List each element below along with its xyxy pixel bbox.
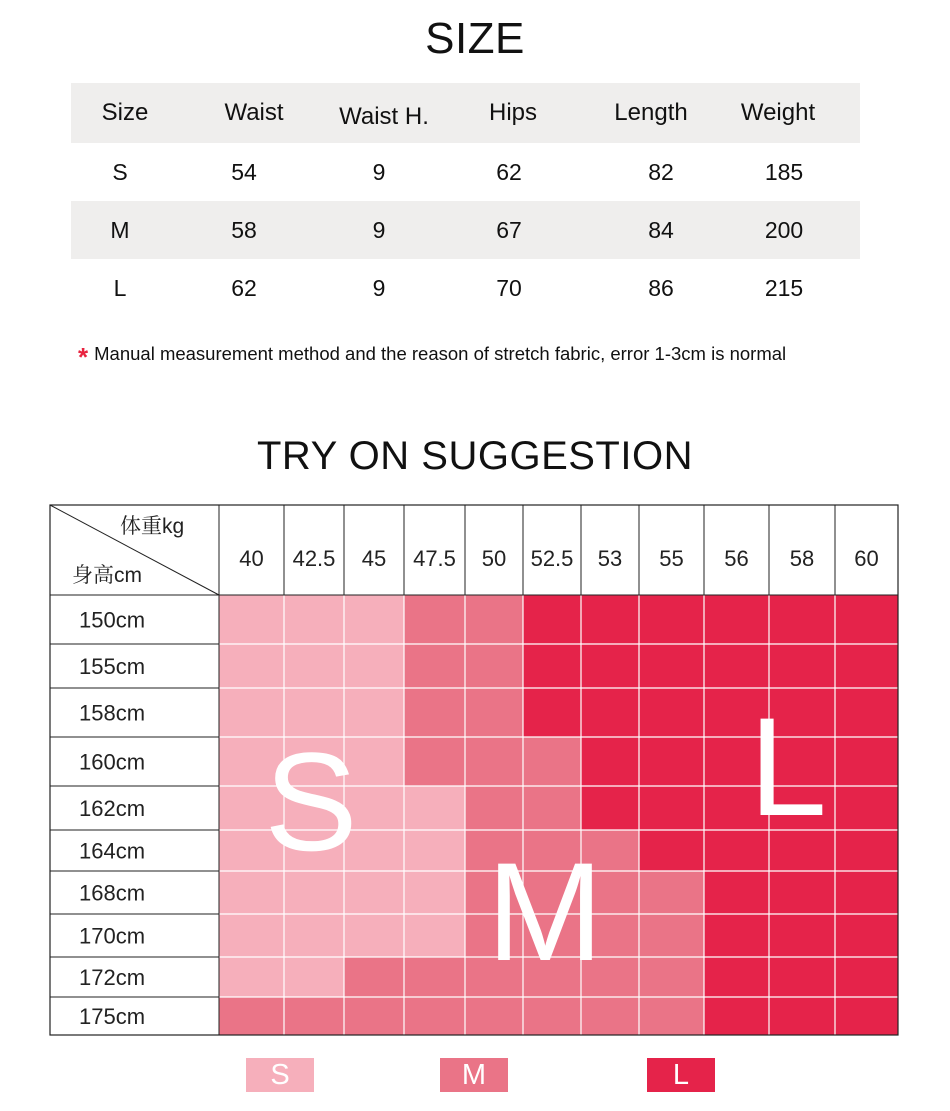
grid-cell-l — [835, 914, 898, 957]
grid-cell-l — [835, 595, 898, 644]
grid-cell-l — [639, 830, 704, 871]
weight-label: 40 — [239, 546, 264, 571]
weight-label: 47.5 — [413, 546, 456, 571]
grid-cell-m — [404, 688, 465, 737]
grid-cell-l — [581, 644, 639, 688]
overlay-letter-m: M — [486, 833, 604, 990]
grid-cell-m — [639, 957, 704, 997]
weight-cell: 185 — [764, 158, 804, 185]
grid-cell-m — [465, 688, 523, 737]
hips-cell: 67 — [496, 216, 522, 243]
grid-cell-l — [704, 957, 769, 997]
grid-cell-m — [404, 595, 465, 644]
grid-cell-m — [465, 786, 523, 830]
grid-cell-m — [219, 997, 284, 1035]
height-label: 164cm — [79, 838, 146, 864]
grid-cell-l — [523, 595, 581, 644]
grid-cell-l — [581, 595, 639, 644]
grid-cell-s — [284, 644, 344, 688]
header-waist-height: Waist H. — [339, 103, 429, 130]
asterisk-icon: * — [78, 342, 89, 372]
grid-cell-m — [465, 595, 523, 644]
grid-cell-m — [284, 997, 344, 1035]
waist-cell: 58 — [231, 216, 257, 243]
height-label: 158cm — [79, 700, 146, 726]
grid-cell-m — [581, 997, 639, 1035]
grid-cell-s — [404, 786, 465, 830]
grid-cell-l — [769, 644, 835, 688]
hips-cell: 62 — [496, 158, 522, 185]
waist-cell: 54 — [231, 158, 257, 185]
hips-cell: 70 — [496, 274, 522, 301]
overlay-letter-s: S — [264, 723, 358, 880]
length-cell: 82 — [648, 158, 674, 185]
grid-cell-s — [344, 644, 404, 688]
grid-cell-m — [639, 997, 704, 1035]
grid-cell-m — [404, 997, 465, 1035]
legend-m — [440, 1058, 508, 1092]
grid-cell-l — [769, 871, 835, 914]
grid-cell-l — [835, 644, 898, 688]
header-size: Size — [101, 99, 149, 126]
grid-cell-l — [704, 644, 769, 688]
header-hips: Hips — [488, 99, 537, 126]
grid-cell-m — [404, 957, 465, 997]
legend-label: S — [270, 1058, 290, 1091]
grid-cell-s — [344, 914, 404, 957]
grid-cell-l — [835, 786, 898, 830]
grid-cell-m — [404, 737, 465, 786]
grid-cell-l — [639, 737, 704, 786]
grid-cell-l — [769, 914, 835, 957]
height-label: 168cm — [79, 880, 146, 906]
grid-cell-l — [835, 737, 898, 786]
height-label: 175cm — [79, 1004, 146, 1029]
grid-cell-l — [835, 871, 898, 914]
length-cell: 86 — [648, 274, 674, 301]
height-label: 150cm — [79, 607, 146, 633]
grid-cell-l — [581, 786, 639, 830]
weight-label: 45 — [361, 546, 387, 571]
grid-cell-s — [284, 595, 344, 644]
grid-cell-s — [284, 957, 344, 997]
size-cell: L — [113, 274, 127, 301]
grid-cell-l — [639, 786, 704, 830]
header-weight: Weight — [740, 99, 816, 126]
grid-cell-m — [344, 957, 404, 997]
grid-cell-s — [284, 914, 344, 957]
waist-cell: 62 — [231, 274, 257, 301]
legend-label: L — [672, 1058, 690, 1091]
grid-cell-l — [769, 957, 835, 997]
grid-cell-m — [465, 997, 523, 1035]
height-label: 172cm — [79, 965, 146, 990]
suggestion-title: TRY ON SUGGESTION — [257, 434, 693, 478]
grid-cell-l — [835, 997, 898, 1035]
grid-cell-l — [704, 914, 769, 957]
grid-cell-s — [404, 830, 465, 871]
grid-cell-s — [404, 871, 465, 914]
grid-cell-l — [835, 830, 898, 871]
note-text: Manual measurement method and the reason of stretch fabric, error 1-3cm is normal — [94, 343, 787, 364]
height-label: 160cm — [79, 749, 146, 775]
grid-cell-l — [523, 644, 581, 688]
corner-weight-label: 体重kg — [120, 515, 185, 538]
grid-cell-s — [219, 644, 284, 688]
grid-cell-l — [704, 997, 769, 1035]
height-label: 170cm — [79, 923, 146, 949]
grid-cell-m — [404, 644, 465, 688]
size-title: SIZE — [425, 14, 525, 63]
legend-s — [246, 1058, 314, 1092]
weight-label: 53 — [597, 546, 623, 571]
weight-label: 58 — [789, 546, 815, 571]
grid-cell-l — [639, 688, 704, 737]
weight-label: 50 — [481, 546, 507, 571]
waist-height-cell: 9 — [372, 216, 386, 243]
corner-height-label: 身高cm — [72, 564, 142, 587]
grid-cell-m — [465, 737, 523, 786]
grid-cell-m — [344, 997, 404, 1035]
grid-cell-l — [523, 688, 581, 737]
grid-cell-m — [523, 737, 581, 786]
overlay-letter-l: L — [749, 688, 827, 845]
weight-label: 55 — [659, 546, 684, 571]
weight-cell: 215 — [764, 274, 804, 301]
grid-cell-l — [835, 957, 898, 997]
grid-cell-m — [523, 997, 581, 1035]
height-label: 155cm — [79, 654, 146, 679]
grid-cell-m — [465, 644, 523, 688]
weight-label: 60 — [854, 546, 879, 571]
grid-cell-l — [581, 688, 639, 737]
grid-cell-s — [344, 595, 404, 644]
weight-label: 56 — [724, 546, 749, 571]
size-cell: M — [110, 216, 130, 243]
grid-cell-l — [704, 871, 769, 914]
legend-label: M — [461, 1058, 487, 1091]
header-waist: Waist — [224, 99, 284, 126]
grid-cell-l — [704, 595, 769, 644]
grid-cell-l — [639, 595, 704, 644]
legend-l — [647, 1058, 715, 1092]
grid-cell-l — [639, 644, 704, 688]
grid-cell-l — [835, 688, 898, 737]
weight-cell: 200 — [764, 216, 804, 243]
grid-cell-s — [404, 914, 465, 957]
grid-cell-l — [769, 595, 835, 644]
header-length: Length — [614, 99, 688, 126]
grid-cell-s — [219, 914, 284, 957]
grid-cell-m — [639, 871, 704, 914]
height-label: 162cm — [79, 796, 146, 821]
waist-height-cell: 9 — [372, 274, 386, 301]
length-cell: 84 — [648, 216, 674, 243]
size-cell: S — [112, 158, 128, 185]
grid-cell-l — [769, 997, 835, 1035]
grid-cell-m — [639, 914, 704, 957]
grid-cell-m — [523, 786, 581, 830]
weight-label: 52.5 — [530, 546, 574, 571]
grid-cell-s — [219, 957, 284, 997]
grid-cell-s — [219, 595, 284, 644]
waist-height-cell: 9 — [372, 158, 386, 185]
weight-label: 42.5 — [292, 546, 336, 571]
grid-cell-l — [581, 737, 639, 786]
